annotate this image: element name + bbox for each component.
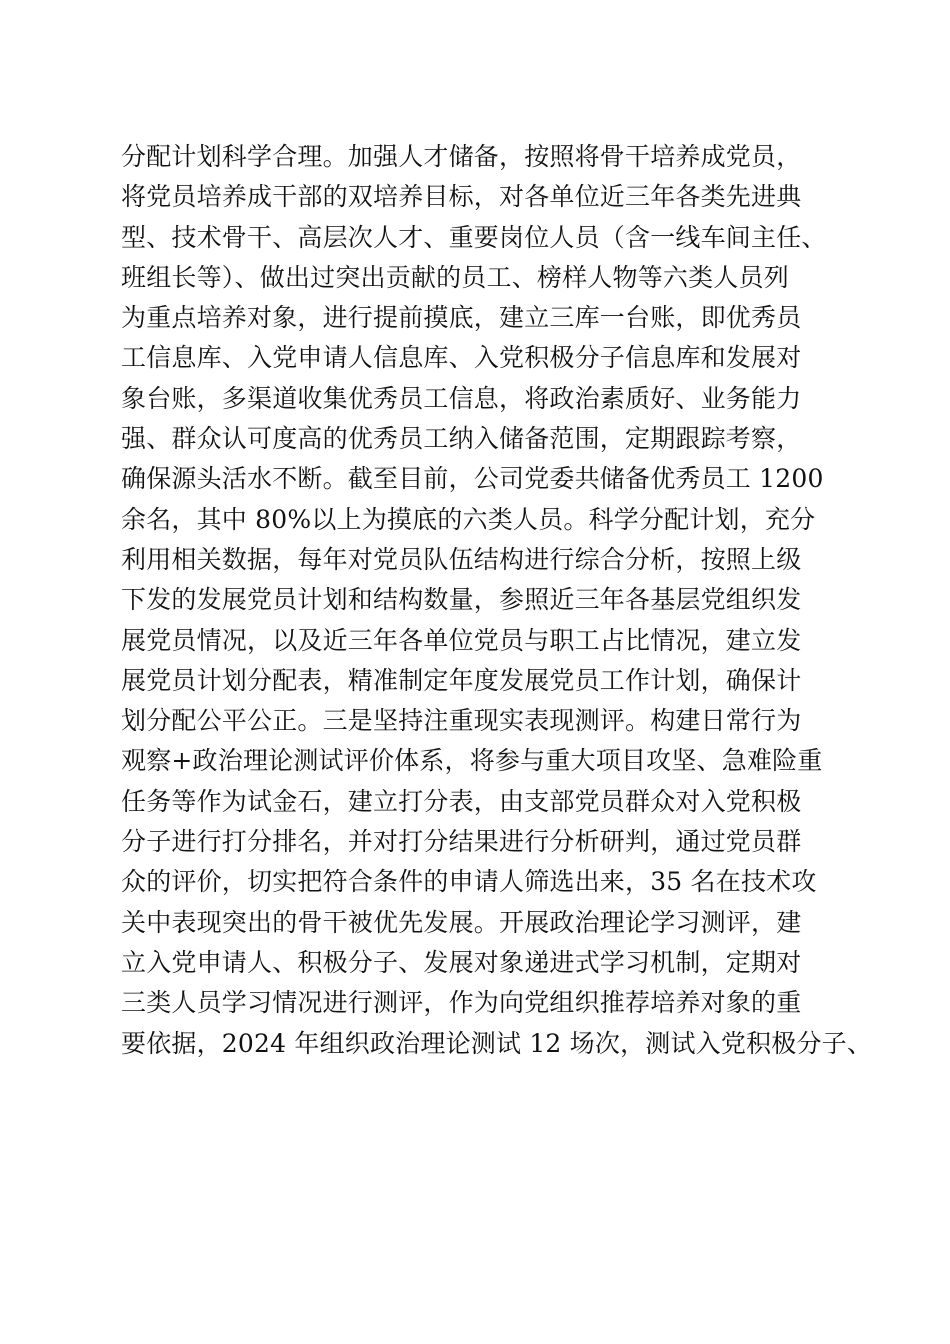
text-line: 利用相关数据，每年对党员队伍结构进行综合分析，按照上级	[121, 544, 802, 574]
text-line: 将党员培养成干部的双培养目标，对各单位近三年各类先进典	[121, 182, 802, 212]
text-line: 众的评价，切实把符合条件的申请人筛选出来，35 名在技术攻	[121, 867, 817, 897]
text-line: 余名，其中 80%以上为摸底的六类人员。科学分配计划，充分	[121, 504, 816, 534]
text-line: 展党员计划分配表，精准制定年度发展党员工作计划，确保计	[121, 665, 802, 695]
text-line: 型、技术骨干、高层次人才、重要岗位人员（含一线车间主任、	[121, 222, 827, 252]
text-line: 确保源头活水不断。截至目前，公司党委共储备优秀员工 1200	[121, 464, 824, 494]
text-line: 展党员情况，以及近三年各单位党员与职工占比情况，建立发	[121, 625, 802, 655]
text-line: 分子进行打分排名，并对打分结果进行分析研判，通过党员群	[121, 827, 802, 857]
text-line: 关中表现突出的骨干被优先发展。开展政治理论学习测评，建	[121, 907, 802, 937]
text-line: 班组长等）、做出过突出贡献的员工、榜样人物等六类人员列	[121, 262, 789, 292]
text-line: 下发的发展党员计划和结构数量，参照近三年各基层党组织发	[121, 585, 802, 615]
text-line: 观察+政治理论测试评价体系，将参与重大项目攻坚、急难险重	[121, 746, 823, 776]
text-line: 立入党申请人、积极分子、发展对象递进式学习机制，定期对	[121, 947, 802, 977]
text-line: 象台账，多渠道收集优秀员工信息，将政治素质好、业务能力	[121, 383, 802, 413]
text-line: 划分配公平公正。三是坚持注重现实表现测评。构建日常行为	[121, 706, 802, 736]
text-line: 任务等作为试金石，建立打分表，由支部党员群众对入党积极	[121, 786, 802, 816]
text-line: 三类人员学习情况进行测评，作为向党组织推荐培养对象的重	[121, 988, 802, 1018]
text-line: 分配计划科学合理。加强人才储备，按照将骨干培养成党员，	[121, 142, 802, 171]
text-line: 工信息库、入党申请人信息库、入党积极分子信息库和发展对	[121, 343, 802, 373]
text-line: 要依据，2024 年组织政治理论测试 12 场次，测试入党积极分子、	[121, 1028, 873, 1058]
text-line: 为重点培养对象，进行提前摸底，建立三库一台账，即优秀员	[121, 303, 802, 333]
text-line: 强、群众认可度高的优秀员工纳入储备范围，定期跟踪考察，	[121, 424, 802, 454]
body-text	[121, 137, 873, 1064]
